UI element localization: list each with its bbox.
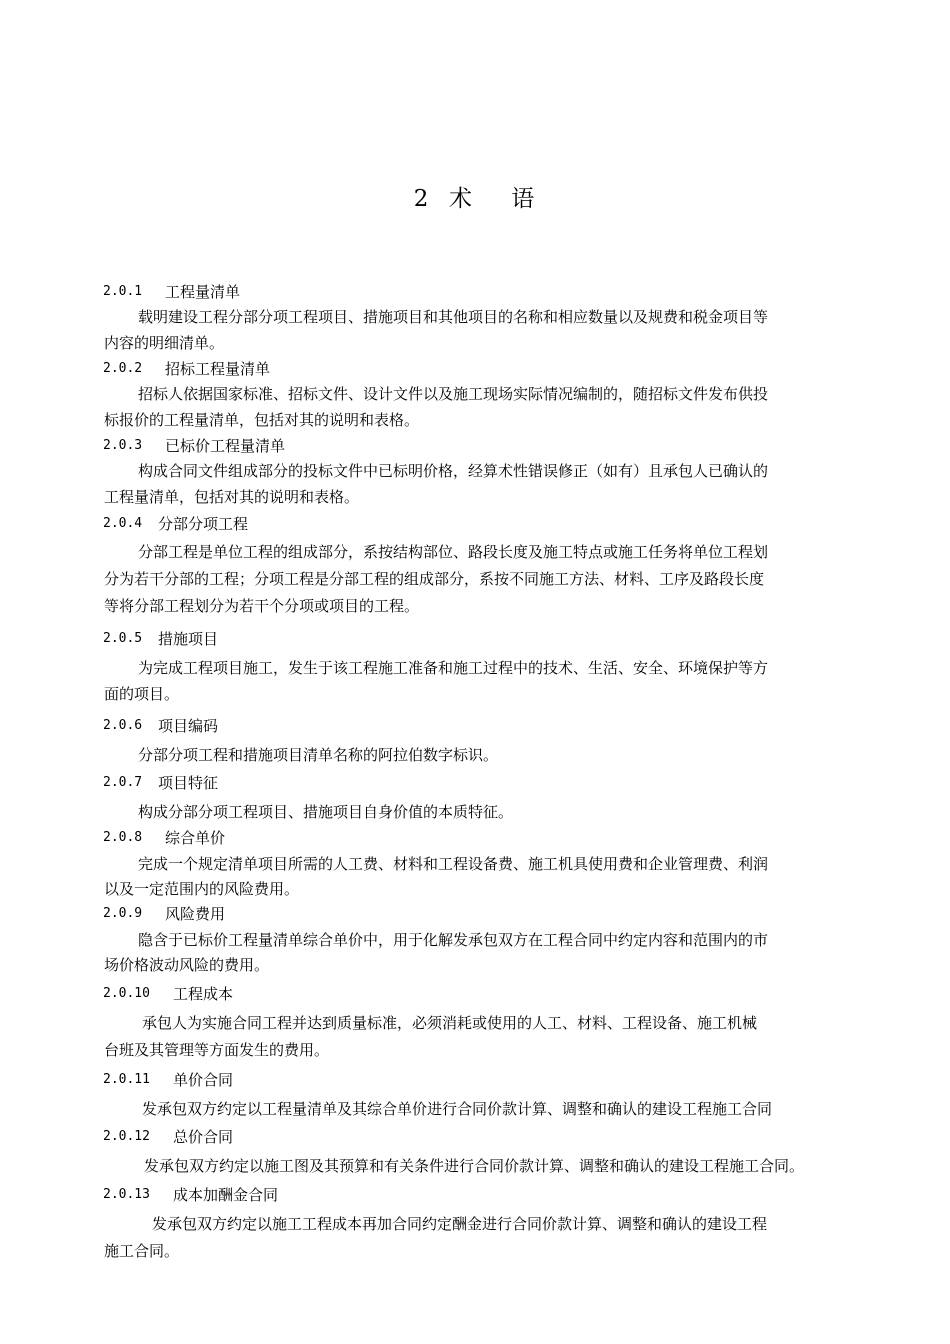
- term-number: 2.0.10: [103, 986, 150, 1001]
- term-definition-line: 隐含于已标价工程量清单综合单价中，用于化解发承包双方在工程合同中约定内容和范围内的市: [138, 931, 769, 949]
- page-title: 2 术 语: [413, 186, 537, 212]
- term-number: 2.0.9: [103, 906, 143, 921]
- term-name: 招标工程量清单: [165, 360, 271, 378]
- term-number: 2.0.13: [103, 1187, 150, 1202]
- term-number: 2.0.11: [103, 1072, 150, 1087]
- term-definition-line: 发承包双方约定以工程量清单及其综合单价进行合同价款计算、调整和确认的建设工程施工合同: [142, 1100, 773, 1118]
- term-definition-line: 发承包双方约定以施工工程成本再加合同约定酬金进行合同价款计算、调整和确认的建设工程: [152, 1215, 768, 1233]
- term-name: 成本加酬金合同: [173, 1186, 279, 1204]
- term-definition-line: 构成合同文件组成部分的投标文件中已标明价格，经算术性错误修正（如有）且承包人已确认的: [138, 462, 769, 480]
- term-number: 2.0.12: [103, 1129, 150, 1144]
- term-definition-line: 内容的明细清单。: [104, 334, 225, 352]
- term-definition-line: 分部工程是单位工程的组成部分，系按结构部位、路段长度及施工特点或施工任务将单位工程划: [138, 543, 769, 561]
- term-name: 已标价工程量清单: [165, 437, 286, 455]
- term-name: 分部分项工程: [158, 515, 249, 533]
- term-name: 风险费用: [165, 905, 226, 923]
- term-definition-line: 施工合同。: [104, 1242, 180, 1260]
- term-number: 2.0.1: [103, 284, 143, 299]
- term-name: 单价合同: [173, 1071, 234, 1089]
- term-definition-line: 承包人为实施合同工程并达到质量标准，必须消耗或使用的人工、材料、工程设备、施工机械: [142, 1014, 758, 1032]
- term-definition-line: 等将分部工程划分为若干个分项或项目的工程。: [104, 597, 420, 615]
- term-definition-line: 为完成工程项目施工，发生于该工程施工准备和施工过程中的技术、生活、安全、环境保护等方: [138, 659, 769, 677]
- term-name: 综合单价: [165, 829, 226, 847]
- term-definition-line: 构成分部分项工程项目、措施项目自身价值的本质特征。: [138, 803, 514, 821]
- term-name: 工程成本: [173, 985, 234, 1003]
- term-number: 2.0.4: [103, 516, 143, 531]
- term-definition-line: 场价格波动风险的费用。: [104, 956, 270, 974]
- term-definition-line: 面的项目。: [104, 685, 180, 703]
- term-name: 项目编码: [158, 717, 219, 735]
- term-name: 项目特征: [158, 774, 219, 792]
- term-number: 2.0.6: [103, 718, 143, 733]
- term-definition-line: 发承包双方约定以施工图及其预算和有关条件进行合同价款计算、调整和确认的建设工程施工合同。: [144, 1157, 805, 1175]
- term-definition-line: 载明建设工程分部分项工程项目、措施项目和其他项目的名称和相应数量以及规费和税金项目等: [138, 308, 769, 326]
- term-number: 2.0.8: [103, 830, 143, 845]
- term-number: 2.0.5: [103, 631, 143, 646]
- term-number: 2.0.7: [103, 775, 143, 790]
- term-definition-line: 标报价的工程量清单，包括对其的说明和表格。: [104, 411, 420, 429]
- term-definition-line: 台班及其管理等方面发生的费用。: [104, 1041, 330, 1059]
- term-name: 工程量清单: [165, 283, 241, 301]
- term-number: 2.0.2: [103, 361, 143, 376]
- term-definition-line: 工程量清单，包括对其的说明和表格。: [104, 488, 360, 506]
- term-name: 总价合同: [173, 1128, 234, 1146]
- term-definition-line: 完成一个规定清单项目所需的人工费、材料和工程设备费、施工机具使用费和企业管理费、利润: [138, 855, 769, 873]
- term-definition-line: 以及一定范围内的风险费用。: [104, 880, 300, 898]
- term-number: 2.0.3: [103, 438, 143, 453]
- term-definition-line: 分部分项工程和措施项目清单名称的阿拉伯数字标识。: [138, 746, 499, 764]
- term-name: 措施项目: [158, 630, 219, 648]
- term-definition-line: 招标人依据国家标准、招标文件、设计文件以及施工现场实际情况编制的，随招标文件发布供投: [138, 385, 769, 403]
- term-definition-line: 分为若干分部的工程；分项工程是分部工程的组成部分，系按不同施工方法、材料、工序及路段长度: [104, 570, 765, 588]
